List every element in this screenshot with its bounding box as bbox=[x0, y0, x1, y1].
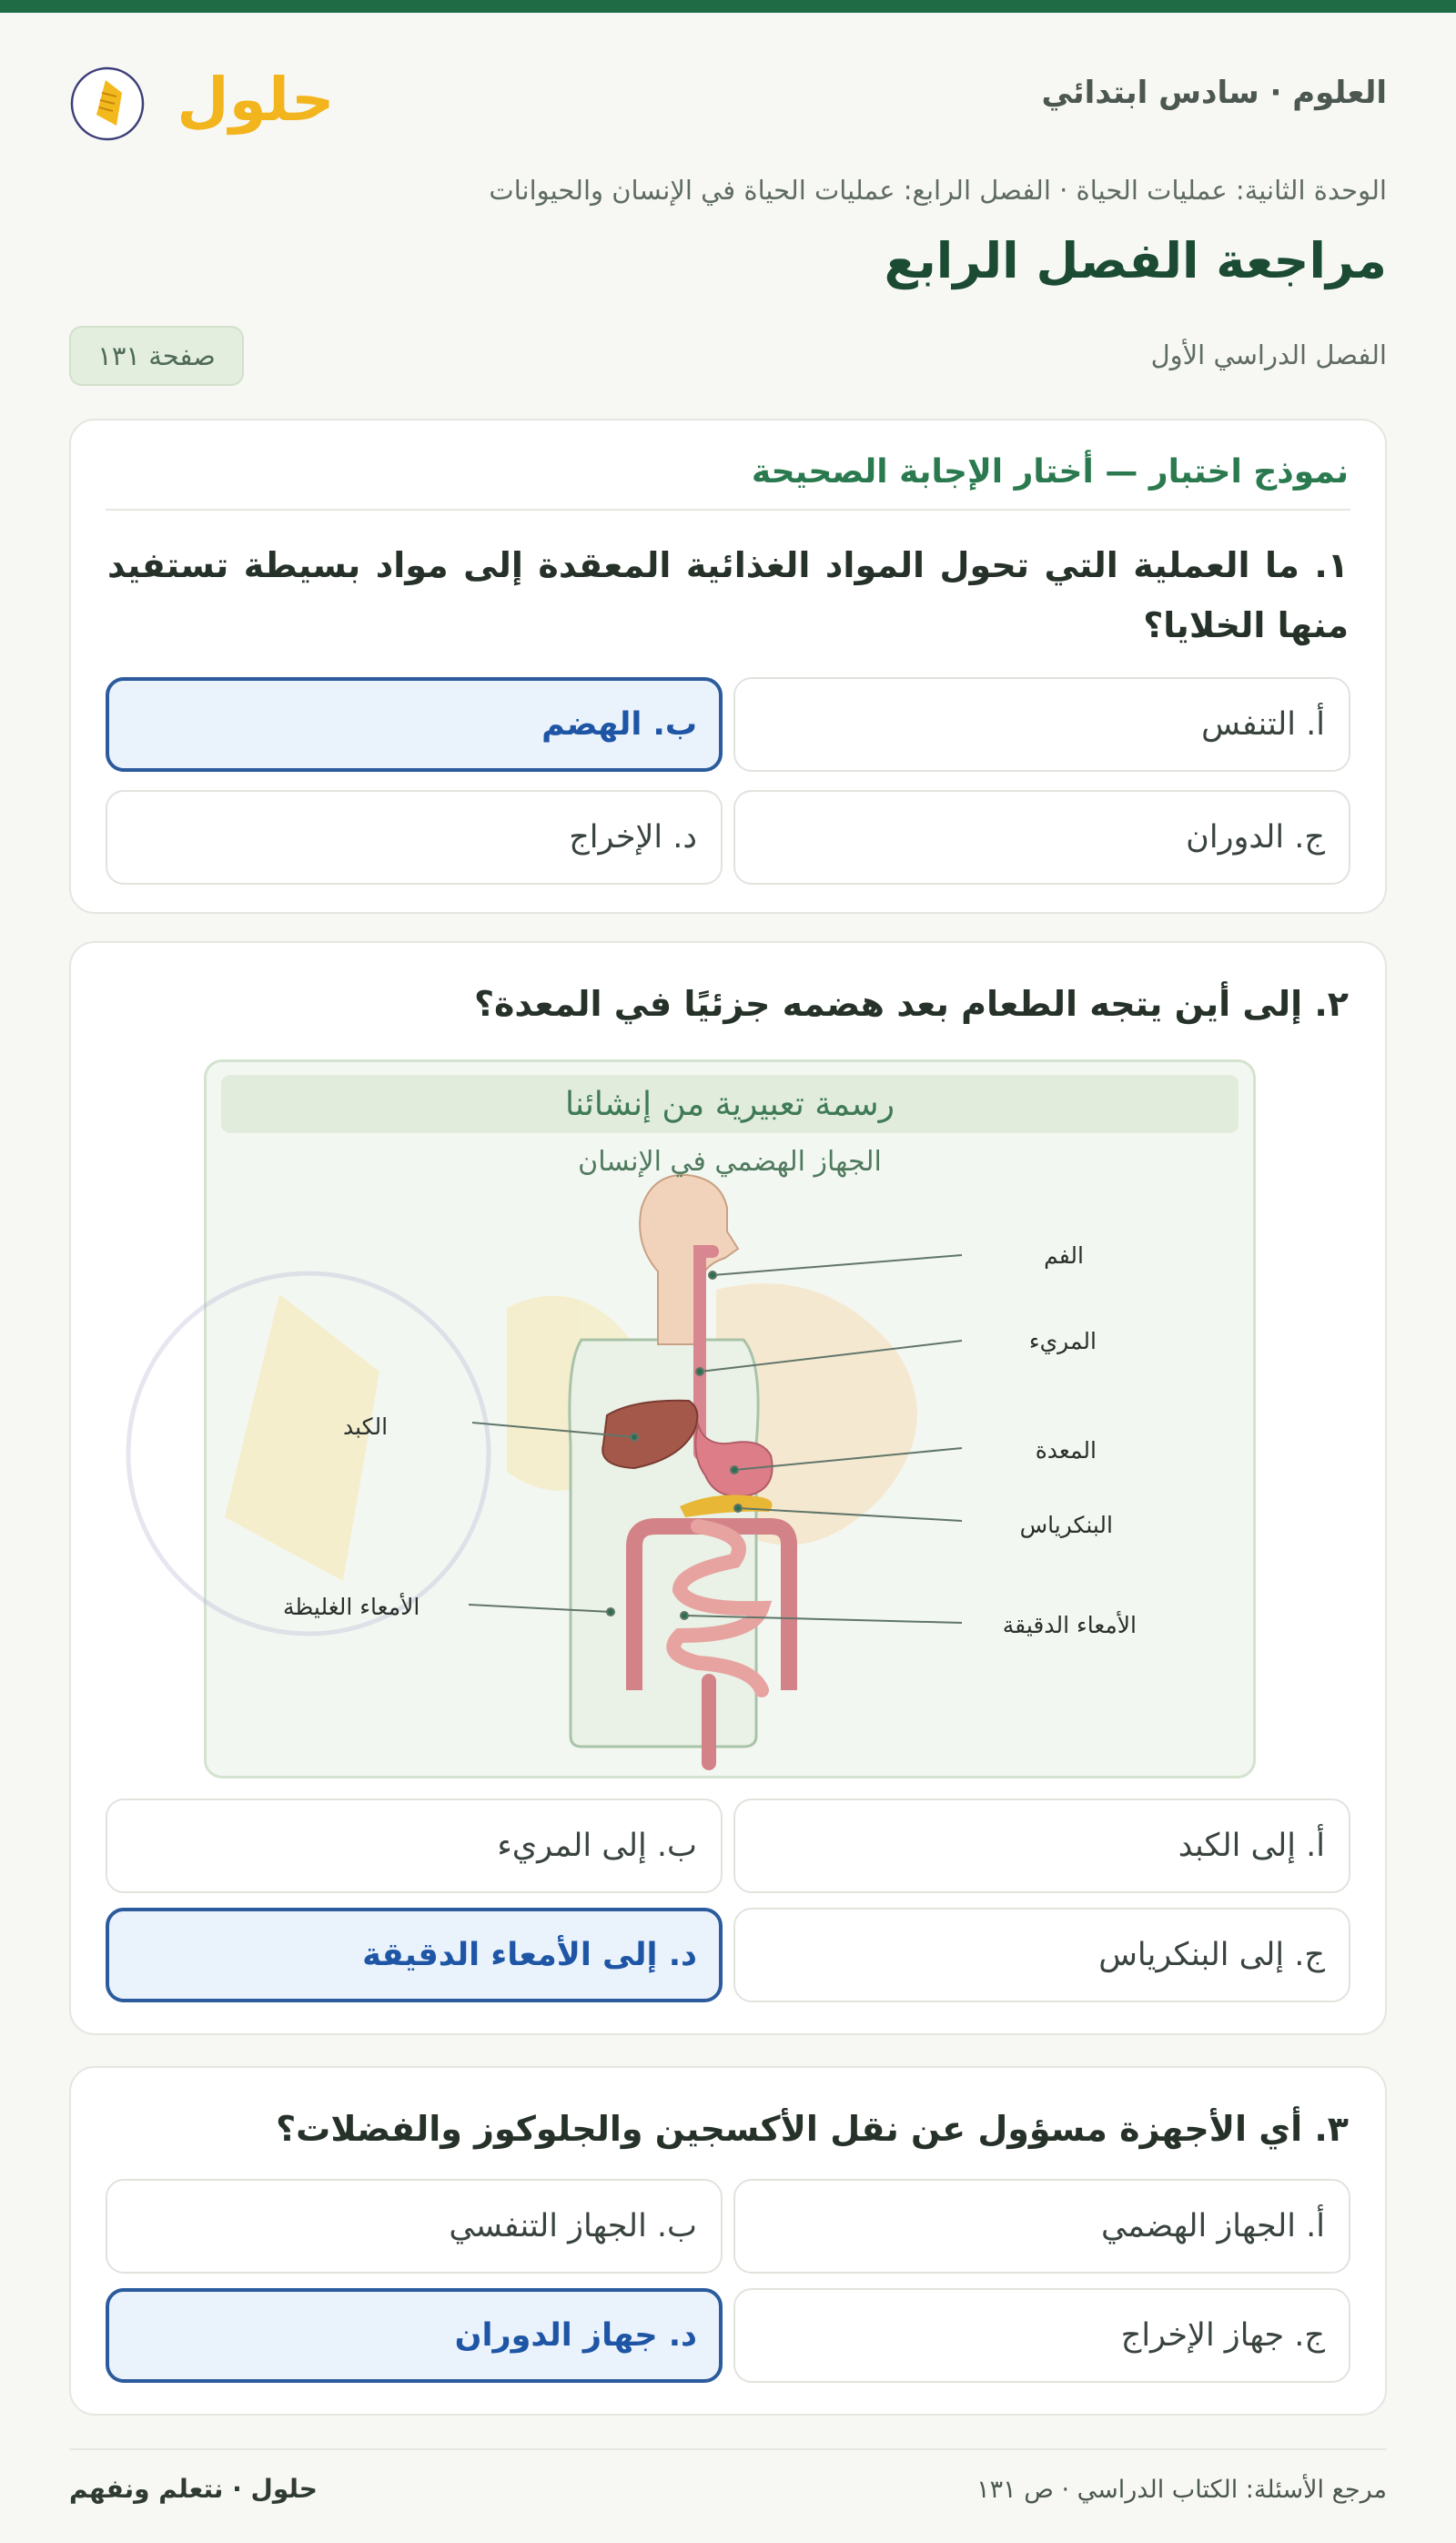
label-mouth: الفم bbox=[1044, 1242, 1084, 1269]
top-accent-bar bbox=[0, 0, 1456, 13]
label-stomach: المعدة bbox=[1035, 1437, 1097, 1464]
q2-option-c[interactable]: ج. إلى البنكرياس bbox=[733, 1908, 1350, 2002]
q1-option-b-correct[interactable]: ب. الهضم bbox=[106, 677, 723, 772]
page-number-badge: صفحة ١٣١ bbox=[69, 326, 244, 386]
logo-graphic bbox=[69, 47, 335, 147]
watermark-logo bbox=[128, 1273, 917, 1634]
q2-option-a[interactable]: أ. إلى الكبد bbox=[733, 1798, 1350, 1893]
label-large-intestine: الأمعاء الغليظة bbox=[283, 1594, 420, 1620]
q1-option-a[interactable]: أ. التنفس bbox=[733, 677, 1350, 772]
q3-option-c[interactable]: ج. جهاز الإخراج bbox=[733, 2288, 1350, 2383]
label-esophagus: المريء bbox=[1028, 1328, 1097, 1354]
footer-divider bbox=[69, 2448, 1387, 2450]
q3-option-d-correct[interactable]: د. جهاز الدوران bbox=[106, 2288, 723, 2383]
page-header bbox=[69, 47, 1387, 147]
digestive-system-figure bbox=[204, 1059, 1256, 1778]
question-card-3 bbox=[69, 2066, 1387, 2416]
label-small-intestine: الأمعاء الدقيقة bbox=[1002, 1612, 1137, 1638]
question-card-2 bbox=[69, 941, 1387, 2035]
label-liver: الكبد bbox=[343, 1413, 389, 1440]
q3-option-a[interactable]: أ. الجهاز الهضمي bbox=[733, 2179, 1350, 2274]
question-3-text: ٣. أي الأجهزة مسؤول عن نقل الأكسجين والجلوكوز والفضلات؟ bbox=[276, 2109, 1349, 2149]
figure-banner: رسمة تعبيرية من إنشائنا bbox=[221, 1075, 1239, 1133]
q2-option-d-correct[interactable]: د. إلى الأمعاء الدقيقة bbox=[106, 1908, 723, 2002]
q1-option-c[interactable]: ج. الدوران bbox=[733, 790, 1350, 885]
semester-label: الفصل الدراسي الأول bbox=[1150, 339, 1387, 370]
label-pancreas: البنكرياس bbox=[1019, 1512, 1113, 1538]
divider bbox=[106, 509, 1350, 511]
q2-option-b[interactable]: ب. إلى المريء bbox=[106, 1798, 723, 1893]
q3-option-b[interactable]: ب. الجهاز التنفسي bbox=[106, 2179, 723, 2274]
subject-title: العلوم · سادس ابتدائي bbox=[1041, 75, 1387, 111]
question-card-1 bbox=[69, 419, 1387, 914]
question-2-text: ٢. إلى أين يتجه الطعام بعد هضمه جزئيًا في المعدة؟ bbox=[473, 984, 1349, 1024]
hulul-logo[interactable] bbox=[69, 47, 335, 147]
footer-brand: حلول · نتعلم ونفهم bbox=[69, 2474, 318, 2504]
question-1-text: ١. ما العملية التي تحول المواد الغذائية المعقدة إلى مواد بسيطة تستفيد منها الخلايا؟ bbox=[107, 545, 1349, 645]
footer-reference: مرجع الأسئلة: الكتاب الدراسي · ص ١٣١ bbox=[976, 2476, 1387, 2504]
quiz-heading: نموذج اختبار — أختار الإجابة الصحيحة bbox=[751, 453, 1349, 491]
logo-text: حلول bbox=[177, 65, 335, 135]
breadcrumb: الوحدة الثانية: عمليات الحياة · الفصل الرابع: عمليات الحياة في الإنسان والحيوانات bbox=[489, 175, 1387, 206]
q1-option-d[interactable]: د. الإخراج bbox=[106, 790, 723, 885]
figure-caption: الجهاز الهضمي في الإنسان bbox=[578, 1146, 882, 1178]
page-title: مراجعة الفصل الرابع bbox=[884, 232, 1387, 289]
